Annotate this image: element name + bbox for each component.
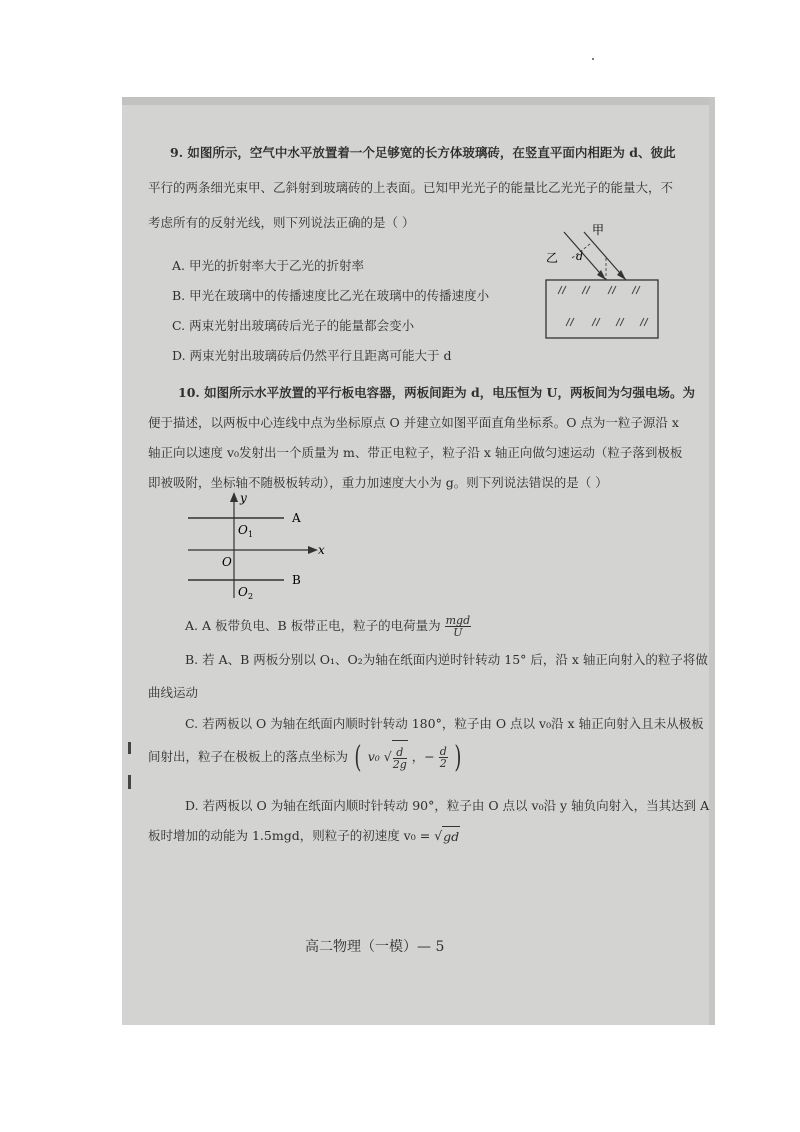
q10-option-c-line-2: 间射出，粒子在极板上的落点坐标为 ( v₀ √ $\frac{d}{2g}$ ，− $\frac{d}{2}$ ) — [148, 739, 462, 775]
q10-label-o: O — [222, 555, 232, 569]
q10-option-b-line-1: B. 若 A、B 两板分别以 O₁、O₂为轴在纸面内逆时针转动 15° 后，沿 x 轴正向射入的粒子将做 — [185, 652, 708, 667]
q10-stem-line-4: 即被吸附，坐标轴不随极板转动），重力加速度大小为 g。则下列说法错误的是（ ） — [148, 475, 608, 490]
q10-label-o1-sub: 1 — [248, 530, 254, 539]
q9-label-yi: 乙 — [546, 251, 559, 265]
q10-label-a: A — [292, 511, 301, 525]
page-footer: 高二物理（一模）— 5 — [305, 939, 445, 955]
q9-stem-line-3: 考虑所有的反射光线，则下列说法正确的是（ ） — [148, 215, 415, 230]
q10-label-o2-sub: 2 — [248, 592, 254, 601]
margin-pen-mark — [128, 742, 131, 754]
q10-label-b: B — [292, 573, 301, 587]
q9-option-d: D. 两束光射出玻璃砖后仍然平行且距离可能大于 d — [172, 348, 452, 363]
q10-stem-line-3: 轴正向以速度 v₀发射出一个质量为 m、带正电粒子，粒子沿 x 轴正向做匀速运动（粒子落到极板 — [148, 445, 683, 460]
q10-option-b-line-2: 曲线运动 — [148, 685, 199, 700]
q10-stem-line-2: 便于描述，以两板中心连线中点为坐标原点 O 并建立如图平面直角坐标系。O 点为一粒子源沿 x — [148, 415, 679, 430]
q9-option-c: C. 两束光射出玻璃砖后光子的能量都会变小 — [172, 318, 415, 333]
q9-label-d: d — [576, 250, 584, 263]
speck — [592, 58, 594, 60]
q10-label-o2: O — [238, 585, 248, 599]
q9-glass-brick-figure — [528, 222, 668, 347]
q9-stem-line-2: 平行的两条细光束甲、乙斜射到玻璃砖的上表面。已知甲光光子的能量比乙光光子的能量大，不 — [148, 180, 674, 195]
q10-option-a: A. A 板带负电、B 板带正电，粒子的电荷量为 $\frac{\text{mgd}}{U}$ — [185, 614, 471, 639]
q10-option-d-line-2: 板时增加的动能为 1.5mgd，则粒子的初速度 v₀ = √gd — [148, 826, 460, 847]
q10-option-c-line-1: C. 若两板以 O 为轴在纸面内顺时针转动 180°，粒子由 O 点以 v₀沿 x 轴正向射入且未从极板 — [185, 716, 704, 731]
q9-label-jia: 甲 — [592, 223, 605, 237]
charge-fraction: $\frac{\text{mgd}}{U}$ — [445, 614, 471, 639]
q9-option-a: A. 甲光的折射率大于乙光的折射率 — [172, 258, 364, 273]
q10-stem-line-1: 10. 如图所示水平放置的平行板电容器，两板间距为 d，电压恒为 U，两板间为匀强电场。为 — [178, 385, 695, 400]
q10-label-y: y — [240, 491, 247, 505]
q10-label-o1: O — [238, 523, 248, 537]
q10-capacitor-figure — [180, 488, 340, 610]
q10-option-d-line-1: D. 若两板以 O 为轴在纸面内顺时针转动 90°，粒子由 O 点以 v₀沿 y 轴负向射入，当其达到 A — [185, 798, 710, 813]
margin-pen-mark — [128, 775, 131, 789]
q9-option-b: B. 甲光在玻璃中的传播速度比乙光在玻璃中的传播速度小 — [172, 288, 490, 303]
q10-label-x: x — [318, 543, 325, 557]
q9-stem-line-1: 9. 如图所示，空气中水平放置着一个足够宽的长方体玻璃砖，在竖直平面内相距为 d、彼此 — [170, 145, 676, 160]
